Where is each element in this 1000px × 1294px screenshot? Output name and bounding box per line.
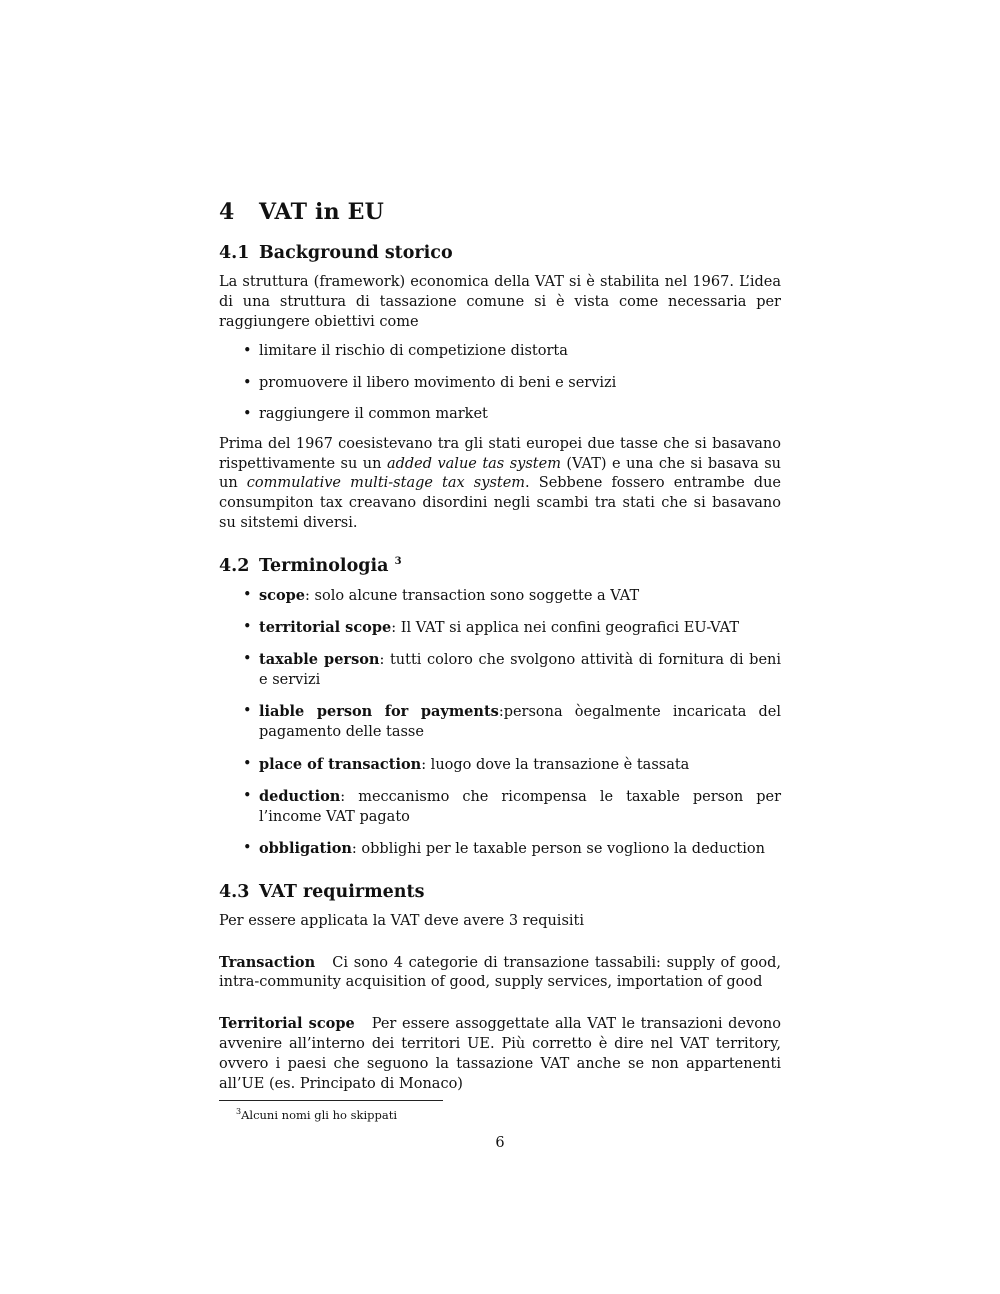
subsection-number: 4.2: [219, 555, 250, 576]
footnote: $^3$Alcuni nomi gli ho skippati: [236, 1107, 398, 1123]
page-number: 6: [495, 1135, 505, 1151]
bullet-icon: •: [243, 651, 252, 668]
list-item: • liable person for payments:persona òegalmente incaricata del pagamento delle tasse: [243, 703, 781, 741]
bullet-icon: •: [243, 343, 252, 360]
subsection-number: 4.3: [219, 881, 250, 902]
bullet-icon: •: [243, 787, 252, 804]
list-item: • raggiungere il common market: [219, 405, 781, 425]
subsection-number: 4.1: [219, 243, 250, 263]
paragraph-requirements-intro: Per essere applicata la VAT deve avere 3 requisiti: [219, 912, 584, 929]
footnote-rule: [219, 1100, 443, 1101]
bullet-icon: •: [243, 619, 252, 636]
bullet-icon: •: [243, 405, 252, 422]
subsection-heading-4-3: [219, 882, 781, 902]
section-title: VAT in EU: [259, 199, 385, 225]
bullet-icon: •: [243, 703, 252, 720]
list-item: • scope: solo alcune transaction sono soggette a VAT: [243, 586, 640, 604]
subsection-heading-4-1: [219, 243, 781, 263]
terminology-list: [219, 586, 781, 860]
paragraph-transaction: Transaction Ci sono 4 categorie di transazione tassabili: supply of good, intra-community acquisition of good, supply services, importation of good: [219, 953, 781, 991]
subsection-heading-4-2: [219, 556, 781, 576]
objectives-list: [219, 342, 781, 424]
section-number: 4: [219, 199, 235, 225]
list-item: • deduction: meccanismo che ricompensa le taxable person per l’income VAT pagato: [243, 787, 781, 825]
footnote-mark: 3: [394, 555, 402, 567]
bullet-icon: •: [243, 586, 252, 603]
paragraph-history: Prima del 1967 coesistevano tra gli stati europei due tasse che si basavano rispettivamente su un added value tas system (VAT) e una che si basava su un commulative multi-stage tax system. Sebbene fossero entrambe due consumpiton tax creavano disordini negli scambi tra stati che si basavano su sitstemi diversi.: [219, 435, 782, 531]
subsection-title: VAT requirments: [259, 881, 425, 902]
paragraph-intro: La struttura (framework) economica della VAT si è stabilita nel 1967. L’idea di una struttura di tassazione comune si è vista come necessaria per raggiungere obiettivi come: [219, 274, 781, 330]
list-item: • promuovere il libero movimento di beni e servizi: [219, 374, 781, 394]
list-item: • taxable person: tutti coloro che svolgono attività di fornitura di beni e servizi: [243, 651, 782, 689]
list-item: • territorial scope: Il VAT si applica nei confini geografici EU-VAT: [243, 619, 740, 637]
list-item: • limitare il rischio di competizione distorta: [219, 342, 781, 362]
subsection-title: Background storico: [259, 243, 453, 263]
paragraph-territorial-scope: Territorial scope Per essere assoggettate alla VAT le transazioni devono avvenire all’interno dei territori UE. Più corretto è dire nel VAT territory, ovvero i paesi che seguono la tassazione VAT anche se non appartenenti all’UE (es. Principato di Monaco): [219, 1015, 781, 1092]
list-item: • obbligation: obblighi per le taxable person se vogliono la deduction: [243, 839, 765, 857]
list-item: • place of transaction: luogo dove la transazione è tassata: [243, 755, 690, 773]
page-body: [219, 195, 781, 1123]
bullet-icon: •: [243, 839, 252, 856]
bullet-icon: •: [243, 374, 252, 391]
section-heading: [219, 199, 781, 225]
bullet-icon: •: [243, 755, 252, 772]
subsection-title: Terminologia: [259, 555, 389, 576]
